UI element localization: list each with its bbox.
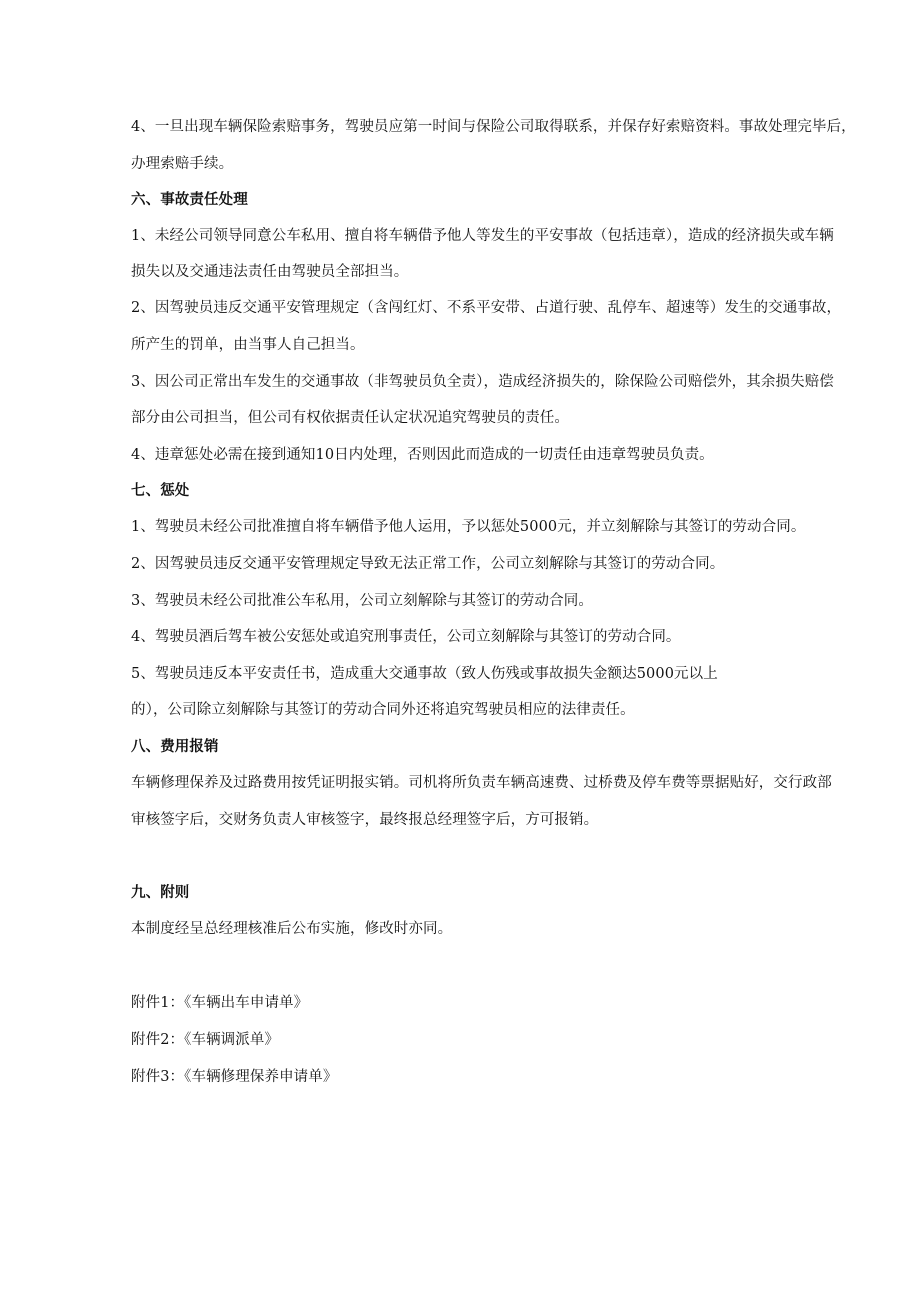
section-5-item-4-line-1: 4、一旦出现车辆保险索赔事务，驾驶员应第一时间与保险公司取得联系，并保存好索赔资料。事故处理完毕后， (131, 119, 856, 135)
section-9-heading: 九、附则 (131, 885, 190, 901)
section-6-item-4: 4、违章惩处必需在接到通知10日内处理，否则因此而造成的一切责任由违章驾驶员负责。 (131, 447, 714, 463)
section-8-body-line-1: 车辆修理保养及过路费用按凭证明报实销。司机将所负责车辆高速费、过桥费及停车费等票据贴好，交行政部 (131, 775, 832, 791)
section-7-item-3: 3、驾驶员未经公司批准公车私用，公司立刻解除与其签订的劳动合同。 (131, 593, 593, 609)
section-7-item-1: 1、驾驶员未经公司批准擅自将车辆借予他人运用，予以惩处5000元，并立刻解除与其签订的劳动合同。 (131, 519, 806, 535)
section-7-item-5-line-1: 5、驾驶员违反本平安责任书，造成重大交通事故（致人伤残或事故损失金额达5000元以上 (131, 666, 718, 682)
section-8-body-line-2: 审核签字后，交财务负责人审核签字，最终报总经理签字后，方可报销。 (131, 812, 599, 828)
section-6-heading: 六、事故责任处理 (131, 192, 248, 208)
section-6-item-2-line-2: 所产生的罚单，由当事人自己担当。 (131, 337, 365, 353)
section-6-item-1-line-2: 损失以及交通违法责任由驾驶员全部担当。 (131, 264, 409, 280)
section-6-item-1-line-1: 1、未经公司领导同意公车私用、擅自将车辆借予他人等发生的平安事故（包括违章），造成的经济损失或车辆 (131, 228, 834, 244)
section-7-heading: 七、惩处 (131, 483, 190, 499)
section-7-item-2: 2、因驾驶员违反交通平安管理规定导致无法正常工作，公司立刻解除与其签订的劳动合同。 (131, 556, 725, 572)
attachment-1: 附件1：《车辆出车申请单》 (131, 995, 309, 1011)
section-7-item-4: 4、驾驶员酒后驾车被公安惩处或追究刑事责任，公司立刻解除与其签订的劳动合同。 (131, 629, 681, 645)
section-9-body: 本制度经呈总经理核准后公布实施，修改时亦同。 (131, 921, 453, 937)
section-6-item-3-line-2: 部分由公司担当，但公司有权依据责任认定状况追究驾驶员的责任。 (131, 410, 569, 426)
attachment-2: 附件2：《车辆调派单》 (131, 1032, 280, 1048)
attachment-3: 附件3：《车辆修理保养申请单》 (131, 1069, 338, 1085)
section-7-item-5-line-2: 的），公司除立刻解除与其签订的劳动合同外还将追究驾驶员相应的法律责任。 (131, 702, 635, 718)
section-5-item-4-line-2: 办理索赔手续。 (131, 156, 234, 172)
section-6-item-3-line-1: 3、因公司正常出车发生的交通事故（非驾驶员负全责），造成经济损失的，除保险公司赔偿外，其余损失赔偿 (131, 374, 834, 390)
section-6-item-2-line-1: 2、因驾驶员违反交通平安管理规定（含闯红灯、不系平安带、占道行驶、乱停车、超速等）发生的交通事故， (131, 300, 842, 316)
section-8-heading: 八、费用报销 (131, 739, 219, 755)
